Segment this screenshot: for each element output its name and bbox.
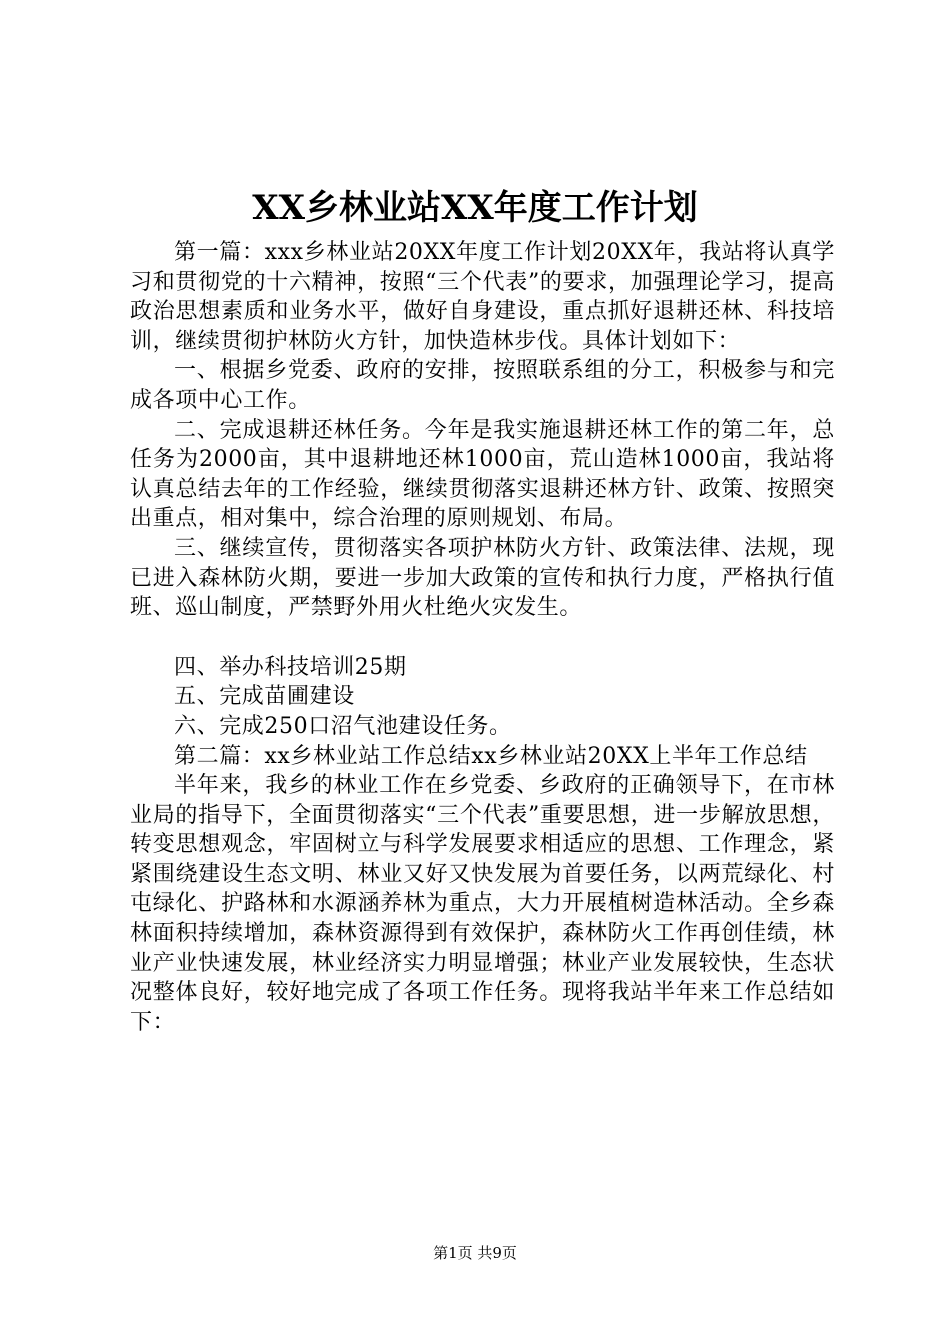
paragraph-intro: 第一篇：xxx乡林业站20XX年度工作计划20XX年，我站将认真学习和贯彻党的十六精神，按照“三个代表”的要求，加强理论学习，提高政治思想素质和业务水平，做好自身建设，重点抓好退耕还林、科技培训，继续贯彻护林防火方针，加快造林步伐。具体计划如下：	[130, 240, 835, 354]
paragraph-item-6: 六、完成250口沼气池建设任务。	[174, 713, 512, 739]
document-body	[130, 238, 835, 1037]
paragraph-item-5: 五、完成苗圃建设	[174, 684, 355, 710]
paragraph-gap	[130, 623, 835, 653]
paragraph-item-2: 二、完成退耕还林任务。今年是我实施退耕还林工作的第二年，总任务为2000亩，其中退耕地还林1000亩，荒山造林1000亩，我站将认真总结去年的工作经验，继续贯彻落实退耕还林方针、政策、按照突出重点，相对集中，综合治理的原则规划、布局。	[130, 417, 835, 532]
page-number: 第1页 共9页	[433, 1244, 517, 1262]
paragraph-item-3: 三、继续宣传，贯彻落实各项护林防火方针、政策法律、法规，现已进入森林防火期，要进一步加大政策的宣传和执行力度，严格执行值班、巡山制度，严禁野外用火杜绝火灾发生。	[130, 535, 835, 621]
document-title: XX乡林业站XX年度工作计划	[252, 188, 698, 228]
paragraph-section-2-body: 半年来，我乡的林业工作在乡党委、乡政府的正确领导下，在市林业局的指导下，全面贯彻落实“三个代表”重要思想，进一步解放思想，转变思想观念，牢固树立与科学发展要求相适应的思想、工作理念，紧紧围绕建设生态文明、林业又好又快发展为首要任务，以两荒绿化、村屯绿化、护路林和水源涵养林为重点，大力开展植树造林活动。全乡森林面积持续增加，森林资源得到有效保护，森林防火工作再创佳绩，林业产业快速发展，林业经济实力明显增强；林业产业发展较快，生态状况整体良好，较好地完成了各项工作任务。现将我站半年来工作总结如下：	[130, 773, 835, 1035]
paragraph-item-1: 一、根据乡党委、政府的安排，按照联系组的分工，积极参与和完成各项中心工作。	[130, 358, 835, 413]
paragraph-section-2-heading: 第二篇：xx乡林业站工作总结xx乡林业站20XX上半年工作总结	[174, 743, 808, 769]
paragraph-item-4: 四、举办科技培训25期	[174, 654, 407, 680]
